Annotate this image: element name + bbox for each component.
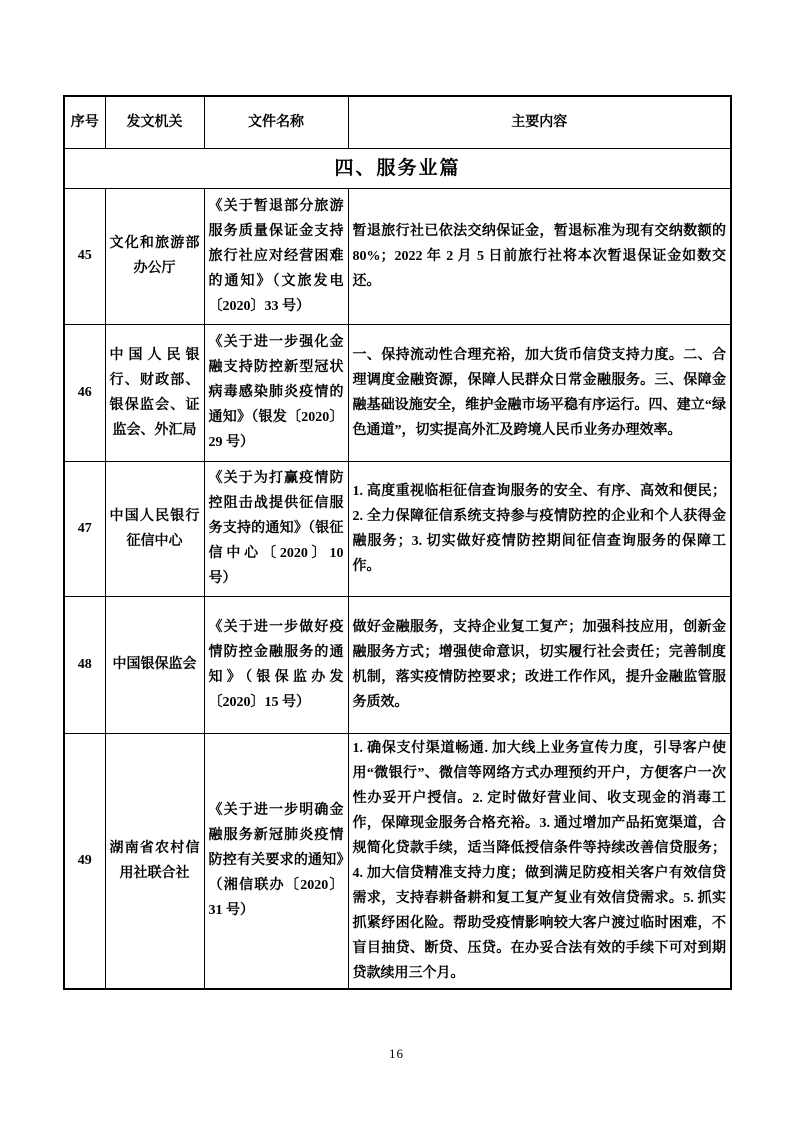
table-row <box>64 188 731 324</box>
header-main-content: 主要内容 <box>348 96 731 148</box>
policy-documents-table <box>63 95 732 990</box>
main-content-cell: 一、保持流动性合理充裕，加大货币信贷支持力度。二、合理调度金融资源，保障人民群众日常金融服务。三、保障金融基础设施安全，维护金融市场平稳有序运行。四、建立“绿色通道”，切实提高外汇及跨境人民币业务办理效率。 <box>348 324 731 461</box>
main-content-cell: 1. 确保支付渠道畅通. 加大线上业务宣传力度，引导客户使用“微银行”、微信等网络方式办理预约开户，方便客户一次性办妥开户授信。2. 定时做好营业间、收支现金的消毒工作，保障现金服务合格充裕。3. 通过增加产品拓宽渠道，合规简化贷款手续，适当降低授信条件等持续改善信贷服务；4. 加大信贷精准支持力度；做到满足防疫相关客户有效信贷需求，支持春耕备耕和复工复产复业有效信贷需求。5. 抓实抓紧纾困化险。帮助受疫情影响较大客户渡过临时困难，不盲目抽贷、断贷、压贷。在办妥合法有效的手续下可对到期贷款续用三个月。 <box>348 733 731 989</box>
document-name-cell: 《关于进一步明确金融服务新冠肺炎疫情防控有关要求的通知》（湘信联办〔2020〕31 号） <box>204 733 348 989</box>
section-title-row <box>64 148 731 188</box>
row-serial-number: 49 <box>64 733 105 989</box>
main-content-cell: 做好金融服务，支持企业复工复产；加强科技应用，创新金融服务方式；增强使命意识，切实履行社会责任；完善制度机制，落实疫情防控要求；改进工作作风，提升金融监管服务质效。 <box>348 596 731 733</box>
header-issuing-agency: 发文机关 <box>105 96 204 148</box>
row-serial-number: 46 <box>64 324 105 461</box>
header-document-name: 文件名称 <box>204 96 348 148</box>
document-name-cell: 《关于进一步强化金融支持防控新型冠状病毒感染肺炎疫情的通知》（银发〔2020〕29 号） <box>204 324 348 461</box>
table-row <box>64 596 731 733</box>
issuing-agency-cell: 文化和旅游部办公厅 <box>105 188 204 324</box>
issuing-agency-cell: 中国银保监会 <box>105 596 204 733</box>
section-title: 四、服务业篇 <box>64 148 731 188</box>
document-name-cell: 《关于进一步做好疫情防控金融服务的通知》（银保监办发〔2020〕15 号） <box>204 596 348 733</box>
row-serial-number: 47 <box>64 461 105 596</box>
main-content-cell: 1. 高度重视临柜征信查询服务的安全、有序、高效和便民；2. 全力保障征信系统支持参与疫情防控的企业和个人获得金融服务；3. 切实做好疫情防控期间征信查询服务的保障工作。 <box>348 461 731 596</box>
page-number: 16 <box>389 1046 404 1061</box>
row-serial-number: 48 <box>64 596 105 733</box>
table-row <box>64 733 731 989</box>
row-serial-number: 45 <box>64 188 105 324</box>
main-content-cell: 暂退旅行社已依法交纳保证金，暂退标准为现有交纳数额的 80%；2022 年 2 月 5 日前旅行社将本次暂退保证金如数交还。 <box>348 188 731 324</box>
issuing-agency-cell: 中国人民银行、财政部、银保监会、证监会、外汇局 <box>105 324 204 461</box>
table-row <box>64 324 731 461</box>
header-serial-number: 序号 <box>64 96 105 148</box>
table-row <box>64 461 731 596</box>
issuing-agency-cell: 中国人民银行征信中心 <box>105 461 204 596</box>
document-name-cell: 《关于暂退部分旅游服务质量保证金支持旅行社应对经营困难的通知》（文旅发电〔2020〕33 号） <box>204 188 348 324</box>
issuing-agency-cell: 湖南省农村信用社联合社 <box>105 733 204 989</box>
document-name-cell: 《关于为打赢疫情防控阻击战提供征信服务支持的通知》（银征信中心〔2020〕10 号） <box>204 461 348 596</box>
table-header-row <box>64 96 731 148</box>
